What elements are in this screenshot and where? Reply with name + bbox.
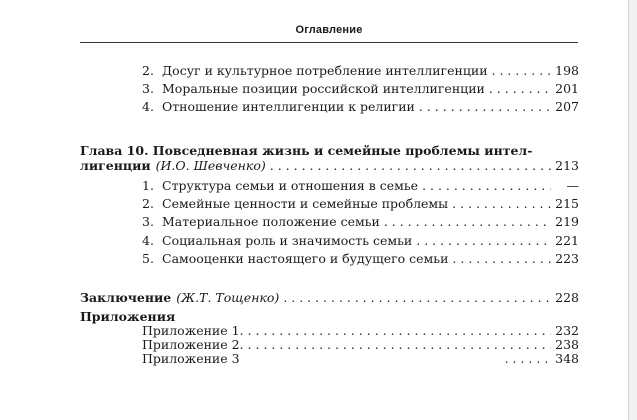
toc-leader-dots [248,337,551,352]
appendices-title[interactable]: Приложения [80,309,176,324]
toc-entry[interactable] [142,81,579,96]
toc-entry[interactable] [142,251,579,266]
appendix-entry[interactable] [142,351,579,366]
toc-entry-number: 2. [142,63,154,78]
toc-entry-number: 1. [142,178,154,193]
toc-entry-title: Семейные ценности и семейные проблемы [162,196,449,211]
toc-leader-dots [416,233,551,248]
toc-entry-page: — [566,178,579,193]
chapter-title[interactable]: Глава 10. Повседневная жизнь и семейные проблемы интел- [80,143,533,158]
toc-entry[interactable] [142,214,579,229]
header-rule [80,42,578,43]
appendix-page: 232 [555,323,579,338]
toc-entry[interactable] [142,233,579,248]
toc-leader-dots [384,214,551,229]
toc-entry-page: 201 [555,81,579,96]
chapter-title-continuation[interactable] [80,158,579,173]
toc-entry-title: Материальное положение семьи [162,214,380,229]
page-edge [628,0,637,420]
appendix-title: Приложение 3 [142,351,240,366]
toc-entry-title: Досуг и культурное потребление интеллигенции [162,63,488,78]
toc-entry-number: 3. [142,81,154,96]
toc-leader-dots [270,158,551,173]
toc-entry-title: Самооценки настоящего и будущего семьи [162,251,449,266]
toc-entry-title: Моральные позиции российской интеллигенции [162,81,485,96]
toc-entry-number: 4. [142,99,154,114]
toc-entry-page: 207 [555,99,579,114]
chapter-title-line2: лигенции [80,158,151,173]
appendix-title: Приложение 1. [142,323,244,338]
toc-entry[interactable] [142,196,579,211]
toc-entry-title: Структура семьи и отношения в семье [162,178,419,193]
toc-entry-page: 198 [555,63,579,78]
toc-entry[interactable] [142,99,579,114]
conclusion-entry[interactable] [80,290,579,305]
conclusion-title: Заключение [80,290,172,305]
toc-entry-page: 221 [555,233,579,248]
appendix-title: Приложение 2. [142,337,244,352]
toc-leader-dots [505,351,551,366]
appendix-entry[interactable] [142,337,579,352]
toc-entry-number: 5. [142,251,154,266]
appendix-page: 238 [555,337,579,352]
chapter-page: 213 [555,158,579,173]
toc-leader-dots [492,63,551,78]
toc-leader-dots [422,178,551,193]
running-head: Оглавление [295,24,363,36]
toc-leader-dots [248,323,551,338]
toc-leader-dots [283,290,551,305]
toc-entry-page: 219 [555,214,579,229]
conclusion-page: 228 [555,290,579,305]
toc-entry-title: Социальная роль и значимость семьи [162,233,413,248]
toc-leader-dots [452,196,551,211]
chapter-author: (И.О. Шевченко) [155,158,266,173]
toc-leader-dots [452,251,551,266]
toc-entry[interactable] [142,63,579,78]
appendix-page: 348 [555,351,579,366]
appendix-entry[interactable] [142,323,579,338]
toc-entry-number: 4. [142,233,154,248]
toc-leader-dots [419,99,551,114]
toc-entry-page: 215 [555,196,579,211]
toc-entry[interactable] [142,178,579,193]
toc-leader-dots [489,81,551,96]
toc-entry-number: 2. [142,196,154,211]
toc-entry-page: 223 [555,251,579,266]
toc-entry-title: Отношение интеллигенции к религии [162,99,415,114]
toc-entry-number: 3. [142,214,154,229]
conclusion-author: (Ж.Т. Тощенко) [176,290,280,305]
